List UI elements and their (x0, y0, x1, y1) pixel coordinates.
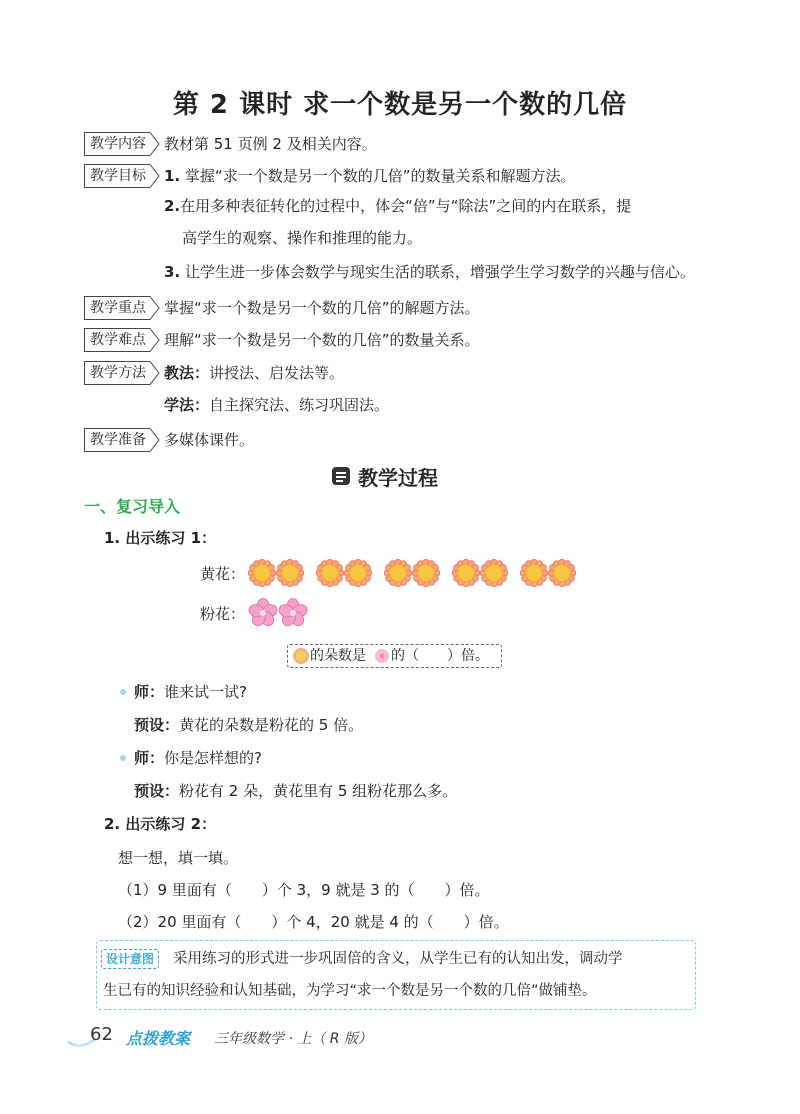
exercise-2-item-1: （1）9 里面有（ ）个 3，9 就是 3 的（ ）倍。 (118, 881, 490, 899)
dialog-line-4: 预设：粉花有 2 朵，黄花里有 5 组粉花那么多。 (134, 782, 458, 800)
bullet-dot (120, 755, 126, 761)
content-text: 教材第 51 页例 2 及相关内容。 (164, 135, 377, 153)
brand-logo: 点拨教案 (126, 1029, 191, 1048)
dialog-line-2: 预设：黄花的朵数是粉花的 5 倍。 (134, 716, 364, 734)
yellow-flower-icon (412, 559, 440, 587)
page-number: 62 (90, 1024, 113, 1045)
design-intent-line-1: 采用练习的形式进一步巩固倍的含义，从学生已有的认知出发，调动学 (173, 951, 623, 967)
yellow-flower-icon (276, 559, 304, 587)
bullet-dot (120, 689, 126, 695)
yellow-flower-icon (316, 559, 344, 587)
yellow-flower-icon (292, 647, 310, 665)
prep-text: 多媒体课件。 (164, 431, 255, 449)
goal-3: 3. 让学生进一步体会数学与现实生活的联系，增强学生学习数学的兴趣与信心。 (164, 263, 695, 281)
key-text: 掌握“求一个数是另一个数的几倍”的解题方法。 (164, 299, 480, 317)
goal-2: 2.在用多种表征转化的过程中，体会“倍”与“除法”之间的内在联系，提 (164, 197, 632, 215)
yellow-flower-icon (248, 559, 276, 587)
notebook-icon (330, 465, 352, 487)
page-title: 第 2 课时 求一个数是另一个数的几倍 (172, 90, 628, 120)
exercise-2-item-2: （2）20 里面有（ ）个 4，20 就是 4 的（ ）倍。 (118, 913, 509, 931)
pink-flowers (248, 598, 318, 628)
pink-flower-icon (278, 598, 308, 628)
yellow-label: 黄花： (200, 565, 246, 583)
question-box: 的朵数是 的（ ）倍。 (287, 644, 502, 668)
yellow-flower-icon (344, 559, 372, 587)
dialog-line-1: 师：谁来试一试? (134, 683, 247, 701)
yellow-flowers (248, 559, 588, 589)
yellow-flower-icon (480, 559, 508, 587)
design-intent-box (96, 940, 696, 1010)
method-teach: 教法：讲授法、启发法等。 (164, 364, 345, 382)
exercise-2-title: 2. 出示练习 2： (104, 815, 217, 833)
yellow-flower-icon (548, 559, 576, 587)
pink-flower-icon (374, 648, 390, 664)
difficulty-text: 理解“求一个数是另一个数的几倍”的数量关系。 (164, 331, 480, 349)
pink-label: 粉花： (200, 605, 246, 623)
goal-1: 1. 掌握“求一个数是另一个数的几倍”的数量关系和解题方法。 (164, 167, 576, 185)
design-intent-line-2: 生已有的知识经验和认知基础，为学习“求一个数是另一个数的几倍”做铺垫。 (103, 983, 597, 999)
yellow-flower-icon (384, 559, 412, 587)
goal-2-cont: 高学生的观察、操作和推理的能力。 (182, 229, 423, 247)
yellow-flower-icon (452, 559, 480, 587)
exercise-1-title: 1. 出示练习 1： (104, 529, 217, 547)
book-title: 三年级数学 · 上（ R 版） (214, 1031, 372, 1047)
dialog-line-3: 师：你是怎样想的? (134, 749, 262, 767)
exercise-2-prompt: 想一想，填一填。 (118, 849, 239, 867)
design-intent-tag: 设计意图 (101, 949, 159, 969)
pink-flower-icon (248, 598, 278, 628)
method-learn: 学法：自主探究法、练习巩固法。 (164, 396, 390, 414)
section-heading: 一、复习导入 (84, 497, 181, 516)
yellow-flower-icon (520, 559, 548, 587)
